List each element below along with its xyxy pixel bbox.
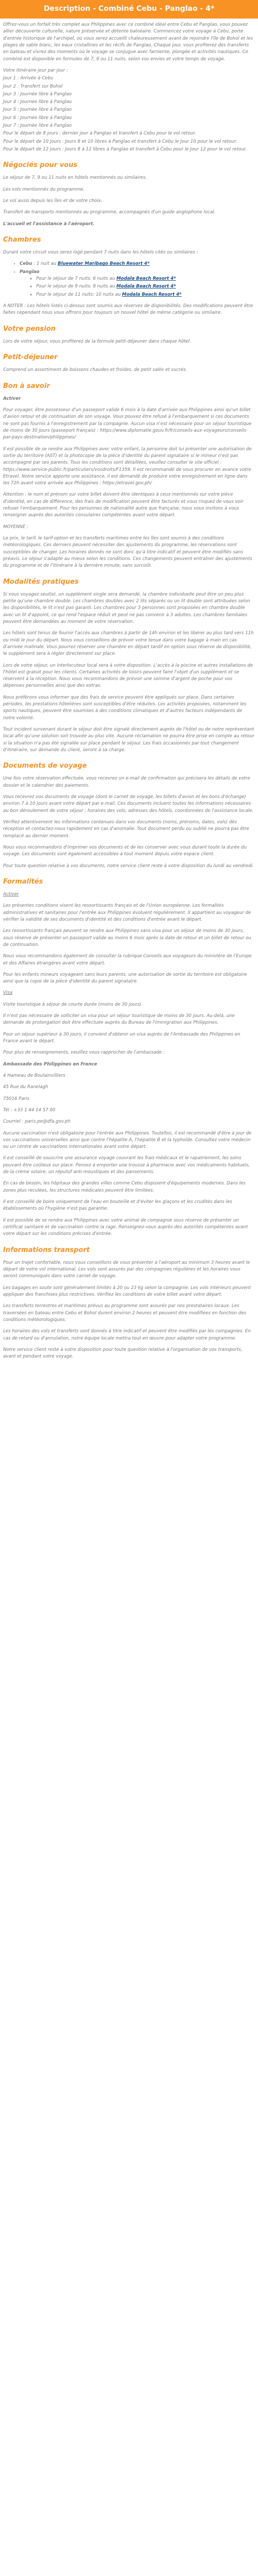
schedule-item: Jour 1 : Arrivée à Cebu (3, 76, 54, 81)
chambres-note: A NOTER : Les hôtels listés ci-dessus sont soumis aux réserves de disponibilités. Des modifications peuvent être faites cependant nous vous offrons pour toujours un nouvel hôtel de même catégorie ou similaire. (3, 303, 253, 316)
documents-para: Pour toute question relative à vos documents, notre service client reste à votre disposition du lundi au vendredi. (3, 863, 254, 869)
visa-para: Visite touristique à séjour de courte durée (moins de 30 jours). (3, 1002, 143, 1007)
health-para: Il est conseillé de souscrire une assurance voyage couvrant les frais médicaux et le rapatriement, les soins pouvant être coûteux sur place. Pensez à emporter une trousse à pharmacie avec vos médicaments habituels, de la crème solaire, un répulsif anti-moustiques et des pansements. (3, 1156, 250, 1175)
embassy-email: Courriel : paris.pe@dfa.gov.ph (3, 1119, 71, 1125)
hotel-link-bluewater[interactable]: Bluewater Maribago Beach Resort 4* (57, 261, 150, 267)
bon-para: Il est possible de se rendre aux Philippines avec votre enfant, la personne doit lui présenter une autorisation de sortie du territoire (AST) et la photocopie de la pièce d'identité du parent signataire si le mineur n'est pas accompagné par ses parents. Tous les conditions sont détaillées, veuillez consulter le site officiel : https://www.service-public.fr/particuliers/vosdroits/F1359. Il est recommandé de vous procurer en avance votre Etravel. Notre service apporte une assistance, il est demandé de produire votre enregistrement en ligne dans les 72h avant votre arrivée aux Philippines : https://etravel.gov.ph/ (3, 446, 252, 486)
schedule-item: Jour 4 : Journée libre à Panglao (3, 99, 72, 105)
health-para: Aucune vaccination n'est obligatoire pour l'entrée aux Philippines. Toutefois, il est recommandé d'être à jour de vos vaccinations universelles ainsi que contre l'hépatite A, l'hépatite B et la typhoïde. Consultez votre médecin ou un centre de vaccinations internationales avant votre départ. (3, 1130, 252, 1150)
schedule-item: Jour 2 : Transfert sur Bohol (3, 83, 63, 89)
banner-title: Description - Combiné Cebu - Panglao - 4* (43, 5, 215, 13)
visa-label: Visa (3, 990, 13, 996)
schedule-item: Jour 3 : Journée libre à Panglao (3, 91, 72, 97)
schedule-item: Jour 6 : Journée libre à Panglao (3, 115, 72, 121)
formalites-label: Activer (3, 892, 19, 897)
formalites-para: Nous vous recommandons également de consulter la rubrique Conseils aux voyageurs du ministère de l'Europe et des Affaires étrangères avant votre départ. (3, 954, 252, 966)
important-label: MOYENNE : (3, 524, 28, 530)
bon-para: Pour voyager, être possesseur d'un passeport valide 6 mois à la date d'arrivée aux Philippines ainsi qu'un billet d'avion retour et de continuation de son voyage. Vous pouvez être refusé à l'embarquement si ces documents ne sont pas fournis à l'enregistrement par la compagnie. Aucun visa n'est nécessaire pour un séjour touristique de moins de 30 jours (passeport français) : https://www.diplomatie.gouv.fr/fr/conseils-aux-voyageurs/conseils-par-pays-destination/philippines/ (3, 408, 252, 440)
documents-para: Une fois votre réservation effectuée, vous recevrez un e-mail de confirmation qui précisera les détails de votre dossier et le calendrier des paiements. (3, 776, 250, 788)
bon-para: Attention : le nom et prénom sur votre billet doivent être identiques à ceux mentionnés sur votre pièce d'identité, en cas de différence, des frais de modification peuvent être facturés et vous risquez de vous voir refuser l'embarquement. Pour les personnes de nationalité autre que française, nous vous invitons à vous renseigner auprès des autorités consulaires compétentes avant votre départ. (3, 492, 244, 518)
hotel-link-modala[interactable]: Modala Beach Resort 4* (116, 284, 176, 290)
schedule-item: Jour 5 : Journée libre à Panglao (3, 107, 72, 113)
embassy-name: Ambassade des Philippines en France (3, 1061, 98, 1067)
hotel-link-modala[interactable]: Modala Beach Resort 4* (116, 276, 176, 282)
section-title-informations: Informations transport (3, 1246, 90, 1254)
visa-para: Pour plus de renseignements, veuillez vous rapprocher de l'ambassade : (3, 1050, 165, 1056)
hotel-sublist (20, 276, 255, 298)
chambres-intro: Durant votre circuit vous serez logé pendant 7 nuits dans les hôtels cités ou similaires : (3, 250, 198, 256)
schedule-item: Jour 7 : Journée libre à Panglao (3, 123, 72, 129)
info-para: Notre service client reste à votre disposition pour toute question relative à l'organisation de vos transports, avant et pendant votre voyage. (3, 1347, 243, 1360)
negocies-item: Le séjour de 7, 9 ou 11 nuits en hôtels mentionnés ou similaires. (3, 175, 147, 181)
description-content (0, 19, 258, 1360)
health-para: Il est conseillé de boire uniquement de l'eau en bouteille et d'éviter les glaçons et les crudités dans les établissements où l'hygiène n'est pas garantie. (3, 1199, 232, 1212)
embassy-line: 75016 Paris (3, 1096, 29, 1101)
hotel-item: ◦ Pour le séjour de 7 nuits: 6 nuits au Modala Beach Resort 4* (36, 276, 255, 282)
negocies-item: Transfert de transports mentionnés au programme, accompagnés d'un guide anglophone local. (3, 210, 216, 215)
info-para: Les transferts terrestres et maritimes prévus au programme sont assurés par nos prestataires locaux. Les traversées en bateau entre Cebu et Bohol durent environ 2 heures et peuvent être modifiées en fonction des conditions météorologiques. (3, 1303, 247, 1323)
schedule (3, 67, 255, 153)
hotel-item: ◦ Pour le séjour de 9 nuits: 8 nuits au Modala Beach Resort 4* (36, 283, 255, 290)
section-title-modalites: Modalités pratiques (3, 578, 79, 586)
documents-para: Vérifiez attentivement les informations contenues dans vos documents (noms, prénoms, dates, vols) dès réception et contactez-nous rapidement en cas d'anomalie. Tout document perdu ou oublié ne pourra pas être remplacé au dernier moment. (3, 819, 249, 839)
modalites-para: Si vous voyagez seul(e), un supplément single sera demandé, la chambre individuelle peut être un peu plus petite qu'une chambre double. Les chambres doubles avec 2 lits séparés ou un lit double sont attribuées selon les disponibilités, le lit n'est pas garanti. Les chambres pour 3 personnes sont proposées en chambre double avec un lit d'appoint, ce qui rend l'espace réduit et peut ne pas convenir à 3 adultes. Les chambres familiales peuvent être demandées au moment de votre réservation. (3, 591, 250, 624)
formalites-para: Les ressortissants français peuvent se rendre aux Philippines sans visa pour un séjour de moins de 30 jours, sous réserve de présenter un passeport valide au moins 6 mois après la date de retour et un billet de retour ou de continuation. (3, 928, 251, 947)
formalites-para: Les présentes conditions visent les ressortissants français et de l'Union européenne. Les formalités administratives et sanitaires pour l'entrée aux Philippines évoluent régulièrement. Il appartient au voyageur de vérifier la validité de ses documents d'identité et des conditions d'entrée avant le départ. (3, 903, 251, 922)
modalites-para: Lors de votre séjour, un interlocuteur local sera à votre disposition. L'accès à la piscine et autres installations de l'hôtel est gratuit pour les clients. Certaines activités de loisirs peuvent faire l'objet d'un supplément et se réservent à la réception. Nous vous recommandons de prévoir une somme d'argent de poche pour vos dépenses personnelles ainsi que des extras. (3, 663, 253, 689)
modalites-para: Tout incident survenant durant le séjour doit être signalé directement auprès de l'hôtel ou de notre représentant local afin qu'une solution soit trouvée au plus vite. Aucune réclamation ne pourra être prise en compte au retour si la situation n'a pas été signalée sur place pendant le séjour. Les frais occasionnés par tout changement d'itinéraire, sur demande du client, seront à sa charge. (3, 727, 254, 753)
hotel-item: ◦ Pour le séjour de 11 nuits: 10 nuits au Modala Beach Resort 4* (36, 292, 255, 298)
hotel-item-cebu: • Cebu : 1 nuit au Bluewater Maribago Beach Resort 4* (20, 261, 255, 267)
pension-text: Lors de votre séjour, vous profiterez de la formule petit-déjeuner dans chaque hôtel. (3, 338, 191, 344)
health-para: Il est possible de se rendre aux Philippines avec votre animal de compagnie sous réserve de présenter un certificat sanitaire et de vaccination contre la rage. Renseignez-vous auprès des autorités compétentes avant votre départ sur les conditions précises d'entrée. (3, 1217, 248, 1237)
petit-dejeuner-text: Comprend un assortiment de boissons chaudes et froides, de petit salés et sucrés. (3, 367, 187, 373)
schedule-intro: Votre itinéraire jour par jour : (3, 67, 68, 73)
hotel-list (3, 261, 255, 298)
hotel-link-modala[interactable]: Modala Beach Resort 4* (122, 292, 182, 297)
formalites-douanieres-label: Activer (3, 396, 21, 401)
info-para: Les horaires des vols et transferts sont donnés à titre indicatif et peuvent être modifiés par les compagnies. En cas de retard ou d'annulation, notre équipe locale mettra tout en œuvre pour adapter votre programme. (3, 1329, 251, 1341)
negocies-item: L'accueil et l'assistance à l'aéroport. (3, 221, 95, 227)
visa-para: Il n'est pas nécessaire de solliciter un visa pour un séjour touristique de moins de 30 jours. Au-delà, une demande de prolongation doit être effectuée auprès du Bureau de l'Immigration aux Philippines. (3, 1013, 235, 1026)
schedule-item: Pour le départ de 8 jours : dernier jour à Panglao et transfert à Cebu pour le vol retour. (3, 131, 196, 137)
health-para: En cas de besoin, les hôpitaux des grandes villes comme Cebu disposent d'équipements modernes. Dans les zones plus reculées, les structures médicales peuvent être limitées. (3, 1181, 246, 1193)
negocies-list (3, 175, 255, 228)
section-title-negocies: Négociés pour vous (3, 161, 78, 170)
embassy-line: 4 Hameau de Boulainvilliers (3, 1073, 66, 1078)
negocies-item: Le vol aussi depuis les îles et de votre choix. (3, 198, 103, 204)
section-title-formalites: Formalités (3, 877, 43, 886)
section-title-petit-dejeuner: Petit-déjeuner (3, 353, 58, 362)
section-title-bon-a-savoir: Bon à savoir (3, 382, 50, 390)
documents-para: Nous vous recommandons d'imprimer vos documents et de les conserver avec vous durant toute la durée du voyage. Les documents sont également accessibles à tout moment depuis votre espace client. (3, 844, 247, 857)
visa-para: Pour un séjour supérieur à 30 jours, il convient d'obtenir un visa auprès de l'Ambassade des Philippines en France avant le départ. (3, 1031, 240, 1044)
section-title-pension: Votre pension (3, 325, 56, 333)
hotel-item-panglao: • Panglao ◦ Pour le séjour de 7 nuits: 6 nuits au Modala Beach Resort 4* ◦ Pour le séjour de 9 nuits: 8 nuits au Modala Beach Resort 4* ◦ Pour le séjour de 11 nuits: 10 nuits au Modala Beach Resort 4* (20, 269, 255, 298)
negocies-item: Les vols mentionnés du programme. (3, 187, 85, 192)
schedule-item: Pour le départ de 10 jours : Jours 8 et 10 libres à Panglao et transfert à Cebu le Jour 10 pour le vol retour. (3, 139, 237, 144)
documents-para: Vous recevrez vos documents de voyage (dont le carnet de voyage, les billets d'avion et les bons d'échange) environ 7 à 10 jours avant votre départ par e-mail. Ces documents incluent toutes les informations nécessaires au bon déroulement de votre séjour : horaires des vols, adresses des hôtels, coordonnées de l'assistance locale. (3, 794, 254, 814)
intro-text: Offrez-vous un forfait très complet aux Philippines avec ce combiné idéal entre Cebu et Panglao, vous pouvez allier découverte culturelle, nature préservée et détente balnéaire. Commencez votre voyage à Cebu, porte d'entrée historique de l'archipel, où vous serez accueilli chaleureusement avant de rejoindre l'île de Bohol et les plages de sable blanc, les eaux cristallines et les récifs de Panglao. Chaque jour, vous profiterez des transferts en bateau et vivrez des moments où le voyage se conjugue avec farniente, plongée et activités nautiques. Ce combiné est disponible en formules de 7, 9 ou 11 nuits, selon vos envies et votre temps de voyage. (3, 22, 253, 62)
modalites-para: Les hôtels sont tenus de fournir l'accès aux chambres à partir de 14h environ et les libérer au plus tard vers 11h ou midi le jour du départ. Nous vous conseillons de prévoir votre tenue dans votre bagage à main en cas d'arrivée matinale. Vous pourrez réserver une chambre en départ tardif en option sous réserve de disponibilité, le supplément sera à régler directement sur place. (3, 631, 254, 657)
schedule-item: Pour le départ de 12 jours : Jours 8 à 12 libres à Panglao et transfert à Cebu pour le Jour 12 pour le vol retour. (3, 147, 247, 152)
modalites-para: Nous préférons vous informer que des frais de service peuvent être appliqués sur place. Dans certaines périodes, les prestations hôtelières sont susceptibles d'être réduites. Les activités proposées, notamment les sports nautiques, peuvent être soumises à des conditions climatiques et d'autres facteurs indépendants de notre volonté. (3, 694, 247, 721)
important-text: Le prix, le tarif, le tarif-option et les transferts maritimes entre les îles sont soumis à des conditions météorologiques. Ces derniers peuvent nécessiter des ajustements du programme, les réservations sont susceptibles de changer. Les horaires donnés ne sont donc qu'à titre indicatif et peuvent être modifiés sans préavis. Le séjour s'adapte au mieux selon les conditions. Ces changements peuvent entraîner des ajustements du programme et de l'itinéraire à la dernière minute, sans surcoût. (3, 536, 252, 569)
formalites-para: Pour les enfants mineurs voyageant sans leurs parents, une autorisation de sortie du territoire est obligatoire ainsi que la copie de la pièce d'identité du parent signataire. (3, 972, 247, 985)
info-para: Les bagages en soute sont généralement limités à 20 ou 23 kg selon la compagnie. Les vols intérieurs peuvent appliquer des franchises plus restrictives. Vérifiez les conditions de votre billet avant votre départ. (3, 1285, 251, 1297)
page-banner (0, 0, 258, 19)
section-title-chambres: Chambres (3, 236, 41, 244)
section-title-documents: Documents de voyage (3, 762, 87, 770)
embassy-line: 45 Rue du Ranelagh (3, 1084, 49, 1090)
embassy-phone: Tél : +33 1 44 14 57 00 (3, 1107, 56, 1113)
info-para: Pour un trajet confortable, nous vous conseillons de vous présenter à l'aéroport au minimum 3 heures avant le départ de votre vol international. Les vols sont assurés par des compagnies régulières et les horaires vous seront communiqués dans votre carnet de voyage. (3, 1260, 250, 1279)
